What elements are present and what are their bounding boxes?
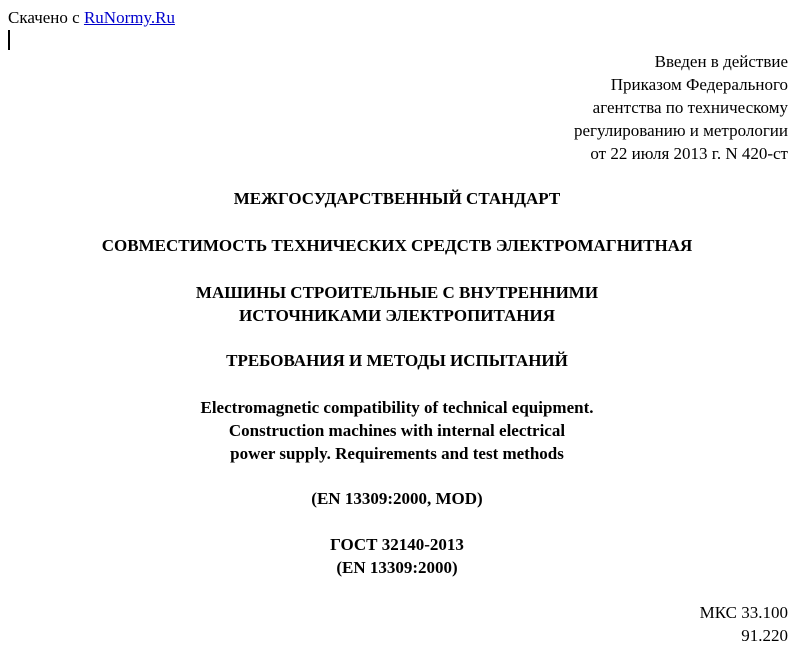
title-line-2b: ИСТОЧНИКАМИ ЭЛЕКТРОПИТАНИЯ [238, 306, 556, 325]
standard-kind: МЕЖГОСУДАРСТВЕННЫЙ СТАНДАРТ [233, 189, 561, 208]
enactment-line: регулированию и метрологии [573, 121, 788, 140]
standard-designation-ref: (EN 13309:2000) [336, 558, 458, 577]
enactment-line: агентства по техническому [592, 98, 788, 117]
equivalence-block [0, 487, 794, 510]
title-heading-3 [0, 349, 794, 372]
title-line-2a: МАШИНЫ СТРОИТЕЛЬНЫЕ С ВНУТРЕННИМИ [195, 283, 599, 302]
title-heading-2 [0, 281, 794, 327]
title-line-1: СОВМЕСТИМОСТЬ ТЕХНИЧЕСКИХ СРЕДСТВ ЭЛЕКТРОМАГНИТНАЯ [101, 236, 693, 255]
equivalence-note: (EN 13309:2000, MOD) [311, 489, 483, 508]
english-title-line: power supply. Requirements and test methods [230, 444, 564, 463]
mks-classifier [588, 601, 788, 647]
designation-block [0, 533, 794, 579]
download-prefix: Скачено с [8, 8, 80, 27]
english-title-line: Electromagnetic compatibility of technical equipment. [200, 398, 594, 417]
text-cursor [8, 30, 10, 50]
enactment-line: от 22 июля 2013 г. N 420-ст [590, 144, 788, 163]
mks-line-2: 91.220 [741, 626, 788, 645]
enactment-line: Приказом Федерального [610, 75, 788, 94]
runormy-link[interactable]: RuNormy.Ru [83, 8, 175, 27]
standard-kind-heading [0, 187, 794, 210]
standard-designation: ГОСТ 32140-2013 [330, 535, 464, 554]
english-title-line: Construction machines with internal electrical [228, 421, 566, 440]
title-heading-1 [0, 234, 794, 257]
mks-line-1: МКС 33.100 [699, 603, 788, 622]
english-title [0, 396, 794, 465]
download-source-line [8, 6, 175, 29]
title-line-3: ТРЕБОВАНИЯ И МЕТОДЫ ИСПЫТАНИЙ [226, 351, 568, 370]
enactment-note [368, 50, 788, 165]
enactment-line: Введен в действие [654, 52, 788, 71]
